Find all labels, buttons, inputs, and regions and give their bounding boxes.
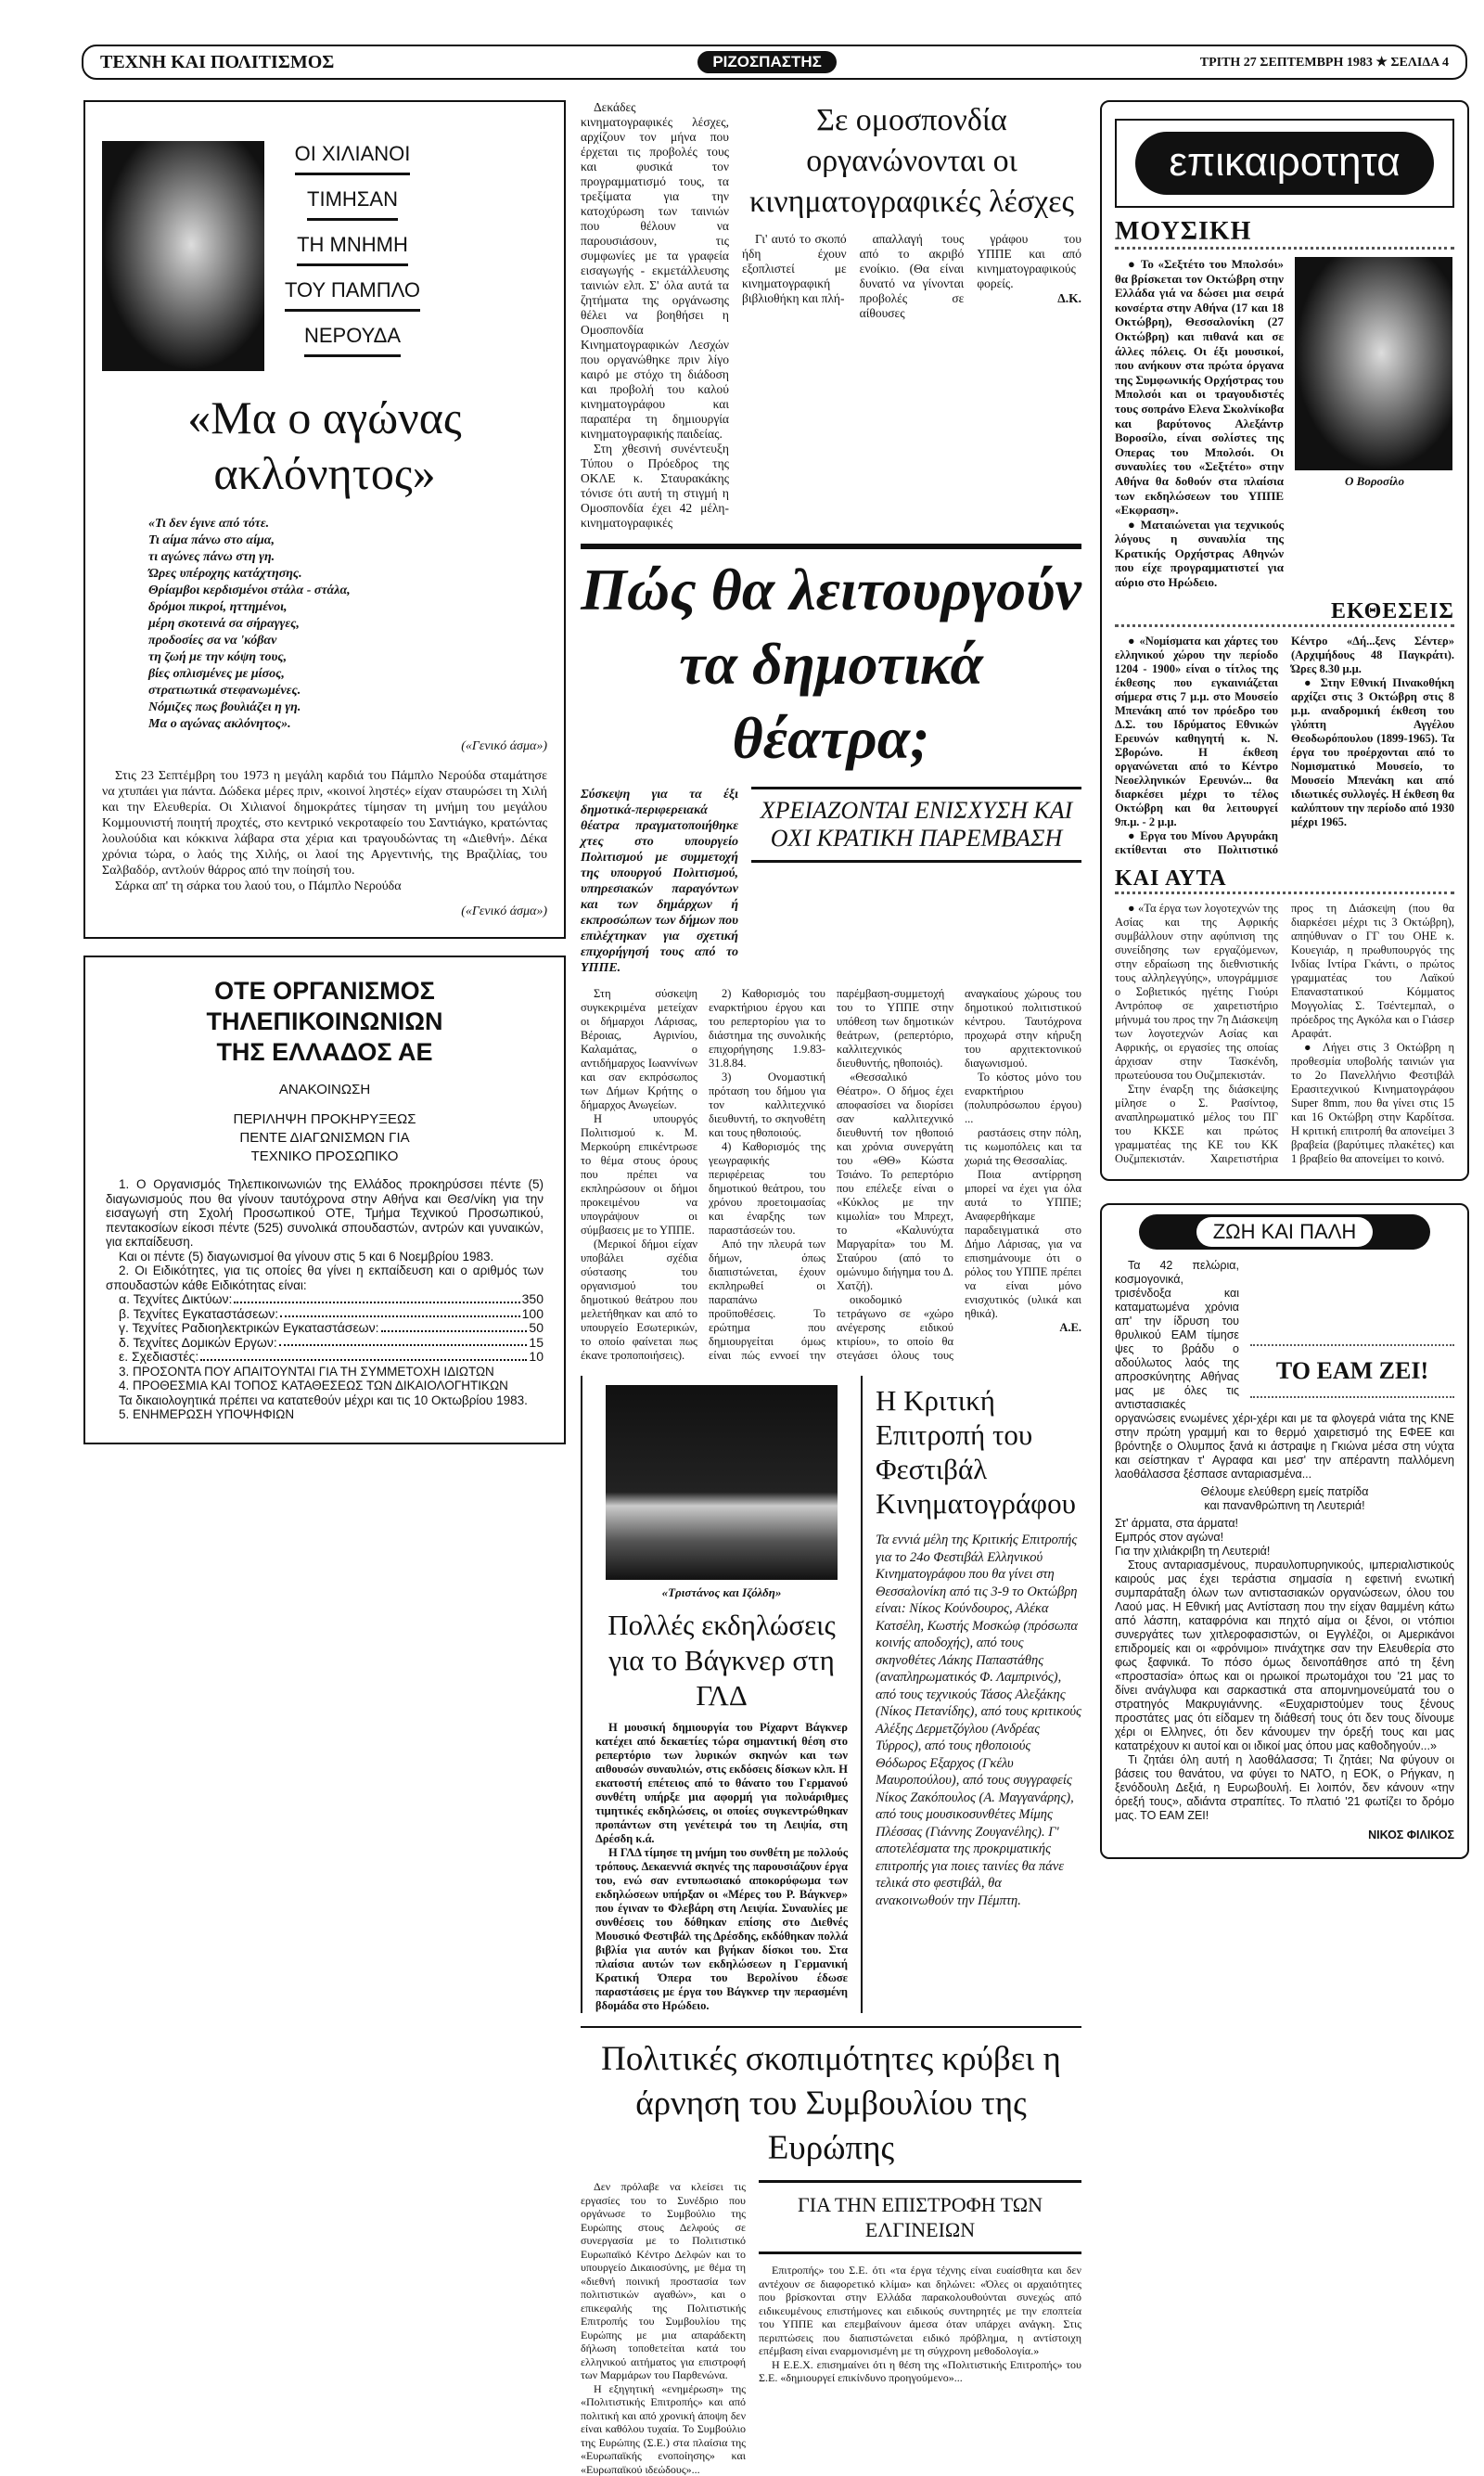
vorosilo-photo <box>1295 257 1452 470</box>
europe-title: Πολιτικές σκοπιμότητες κρύβει η άρνηση του Συμβουλίου της Ευρώπης <box>601 2040 1061 2167</box>
divider <box>581 544 1081 549</box>
cineclubs-col1: Δεκάδες κινηματογραφικές λέσχες, αρχίζουν τον μήνα που έρχεται τις προβολές τους και φυσικά τον προγραμματισμό τους, τα τρεξίματα για την κατοχύρωση των ταινιών που θέλουν να παρουσιάσουν, τις συμφωνίες με τα γραφεία εισαγωγής - εκμετάλλευσης ταινιών ελπ. Σ' όλα αυτά τα ζητήματα της οργάνωσης θέλει να βοηθήσει η Ομοσπονδία Κινηματογραφικών Λεσχών που οργανώθηκε πριν λίγο καιρό με στόχο τη διάδοση και προβολή του καλού κινηματογράφου και παραπέρα τη δημιουργία κινηματογραφικής παιδείας. Στη χθεσινή συνέντευξη Τύπου ο Πρόεδρος της ΟΚΛΕ κ. Σταυρακάκης τόνισε ότι αυτή τη στιγμή η Ομοσπονδία έχει 42 μέλη-κινηματογραφικές <box>581 100 729 530</box>
photo-caption: «Τριστάνος και Ιζόλδη» <box>661 1585 782 1599</box>
exhibition-items: ● «Νομίσματα και χάρτες του ελληνικού χώρου την περίοδο 1204 - 1900» είναι ο τίτλος της έκθεσης που εγκαινιάζεται σήμερα στις 7 μ.μ. στο Μουσείο Μπενάκη από τον πρόεδρο του Δ.Σ. του Ιδρύματος Εθνικών Ερευνών καθηγητή κ. Ν. Σβορώνο. Η έκθεση οργανώνεται από το Κέντρο Νεοελληνικών Ερευνών... θα διαρκέσει μέχρι το τέλος Οκτώβρη και θα λειτουργεί 9π.μ. - 2 μ.μ. ● Εργα του Μίνου Αργυράκη εκτίθενται στο Πολιτιστικό Κέντρο «Δή...ξενς Σέντερ» (Αρχιμήδους 48 Παγκράτι). Ώρες 8.30 μ.μ. ● Στην Εθνική Πινακοθήκη αρχίζει στις 3 Οκτώβρη στις 8 μ.μ. αναδρομική έκθεση του γλύπτη Αγγέλου Θεοδωρόπουλου (1899-1965). Τα έργα του προέρχονται από το Νομισματικό Μουσείο, το Μουσείο Μπενάκη και από ιδιωτικές συλλογές. Η έκθεση θα καλύπτουν την περίοδο από 1930 μέχρι 1965. <box>1115 634 1454 856</box>
ote-subtitle: ΑΝΑΚΟΙΝΩΣΗ <box>278 1082 371 1097</box>
ote-subtitle2: ΠΕΡΙΛΗΨΗ ΠΡΟΚΗΡΥΞΕΩΣ ΠΕΝΤΕ ΔΙΑΓΩΝΙΣΜΩΝ ΓΙΑ ΤΕΧΝΙΚΟ ΠΡΟΣΩΠΙΚΟ <box>233 1111 416 1164</box>
theatres-body: Στη σύσκεψη συγκεκριμένα μετείχαν οι δήμαρχοι Λάρισας, Βέροιας, Αγρινίου, Καλαμάτας, ο αντιδήμαρχος Ιωαννίνων και σαν εκπρόσωπος των Δήμων Κρήτης ο δήμαρχος Ανωγείων. Η υπουργός Πολιτισμού κ. Μ. Μερκούρη επικέντρωσε το θέμα στους όρους που πρέπει να εκπληρώσουν οι δήμοι προκειμένου να υπογράψουν οι σύμβασεις με το ΥΠΠΕ. (Μερικοί δήμοι είχαν υποβάλει σχέδια σύστασης του οργανισμού του δημοτικού θεάτρου που μελετήθηκαν και από το υπουργείο Εσωτερικών, το οποίο φαίνεται πως έκανε τροποποιήσεις). 2) Καθορισμός του εναρκτήριου έργου και του ρεπερτορίου για το διάστημα της συνολικής επιχορήγησης 1.9.83-31.8.84. 3) Ονομαστική πρόταση του δήμου για τον καλλιτεχνικό διευθυντή, το σκηνοθέτη και τους ηθοποιούς. 4) Καθορισμός της γεωγραφικής περιφέρειας του δημοτικού θεάτρου, του χρόνου προετοιμασίας και έναρξης των παραστάσεών του. Από την πλευρά των δήμων, όπως διαπιστώνεται, έχουν εκπληρωθεί οι παραπάνω προϋποθέσεις. Το ερώτημα που δημιουργείται όμως είναι πώς εννοεί την παρέμβαση-συμμετοχή του το ΥΠΠΕ στην υπόθεση των δημοτικών θεάτρων, (ρεπερτόριο, καλλιτεχνικός διευθυντής, ηθοποιός). «Θεσσαλικό Θέατρο». Ο δήμος έχει αποφασίσει να διορίσει σαν καλλιτεχνικό διευθυντή τον ηθοποιό και χρόνια συνεργάτη του «ΘΘ» Κώστα Τσιάνο. Το ρεπερτόριο που επέλεξε είναι ο «Κύκλος με την κιμωλία» του Μπρεχτ, το «Καλυνύχτα Μαργαρίτα» του Μ. Σταύρου (από το ομώνυμο διήγημα του Δ. Χατζή). οικοδομικό τετράγωνο σε «χώρο ανέγερσης ειδικού κτιρίου», το οποίο θα στεγάσει όλους τους αναγκαίους χώρους του δημοτικού πολιτιστικού κέντρου. Ταυτόχρονα προχωρά στην κήρυξη του αρχιτεκτονικού διαγωνισμού. Το κόστος μόνο του εναρκτήριου (πολυπρόσωπου έργου) ... ραστάσεις στην πόλη, τις κωμοπόλεις και τα χωριά της Θεσσαλίας. Ποια αντίρρηση μπορεί να έχει για όλα αυτά το ΥΠΠΕ; Αναφερθήκαμε παραδειγματικά στο Δήμο Λάρισας, για να επισημάνουμε ότι ο ρόλος του ΥΠΠΕ πρέπει να είναι μόνο ενισχυτικός (υλικά και ηθικά). Α.Ε. <box>581 987 1081 1362</box>
festival-title: Η Κριτική Επιτροπή του Φεστιβάλ Κινηματογράφου <box>876 1384 1076 1520</box>
neruda-kicker: ΟΙ ΧΙΛΙΑΝΟΙ ΤΙΜΗΣΑΝ ΤΗ ΜΝΗΜΗ ΤΟΥ ΠΑΜΠΛΟ ΝΕΡΟΥΔΑ <box>283 141 422 368</box>
middle-column <box>581 100 1081 2476</box>
theatres-lede: Σύσκεψη για τα έξι δημοτικά-περιφερειακά θέατρα πραγματοποιήθηκε χτες στο υπουργείο Πολιτισμού με συμμετοχή της υπουργού Πολιτισμού, υπηρεσιακών παραγόντων και των δημάρχων ή εκπροσώπων των δήμων που επιλέχτηκαν για σχετική επιχορήγησή τους από το ΥΠΠΕ. <box>581 788 738 975</box>
neruda-title: «Μα ο αγώνας ακλόνητος» <box>187 391 462 499</box>
eam-headline: ΤΟ ΕΑΜ ΖΕΙ! <box>1250 1344 1454 1398</box>
theatres-boxed-title: ΧΡΕΙΑΖΟΝΤΑΙ ΕΝΙΣΧΥΣΗ ΚΑΙ ΟΧΙ ΚΡΑΤΙΚΗ ΠΑΡΕΜΒΑΣΗ <box>751 787 1081 863</box>
poem-source: («Γενικό άσμα») <box>461 739 547 753</box>
wagner-article <box>582 1376 861 2013</box>
theatres-title: Πώς θα λειτουργούν τα δημοτικά θέατρα; <box>581 557 1081 771</box>
divider <box>581 2026 1081 2028</box>
page-header <box>82 45 1467 80</box>
also-heading: ΚΑΙ ΑΥΤΑ <box>1115 866 1454 894</box>
neruda-body: Στις 23 Σεπτέμβρη του 1973 η μεγάλη καρδιά του Πάμπλο Νερούδα σταμάτησε να χτυπάει για πάντα. Δώδεκα μέρες πριν, «κοινοί ληστές» είχαν σταυρώσει τη Χιλή και την Ελευθερία. Οι Χιλιανοί δημοκράτες τίμησαν τη μνήμη του μεγάλου Κομμουνιστή ποιητή προχτές, στο κεντρικό νεκροταφείο του Σαντιάγκο, κρατώντας λουλούδια και κόκκινα λάβαρα στα χέρια και τραγουδώντας τη «Διεθνή». Δέκα χρόνια τώρα, ο λαός της Χιλής, οι λαοί της Αργεντινής, της Βραζιλίας, του Σαλβαδόρ, αντλούν θάρρος από την ποίησή του. Σάρκα απ' τη σάρκα του λαού του, ο Πάμπλο Νερούδα <box>102 769 547 893</box>
current-affairs-box <box>1100 100 1469 1181</box>
newspaper-logo: ΡΙΖΟΣΠΑΣΤΗΣ <box>697 51 837 73</box>
neruda-photo <box>102 141 264 371</box>
tristan-photo <box>606 1385 838 1580</box>
ote-body: 1. Ο Οργανισμός Τηλεπικοινωνιών της Ελλάδος προκηρύσσει πέντε (5) διαγωνισμούς που θα γίνουν ταυτόχρονα στην Αθήνα και Θεσ/νίκη για την εισαγωγή στη Σχολή Προσωπικού ΟΤΕ, Τμήμα Τεχνικού Προσωπικού, πεντακοσίων είκοσι πέντε (525) συνολικά σπουδαστών, αντρών και γυναικών, για εκπαίδευση. Και οι πέντε (5) διαγωνισμοί θα γίνουν στις 5 και 6 Νοεμβρίου 1983. 2. Οι Ειδικότητες, για τις οποίες θα γίνει η εκπαίδευση και ο αριθμός των σπουδαστών κάθε Ειδικότητας είναι: α. Τεχνίτες Δικτύων: 350 β. Τεχνίτες Εγκαταστάσεων: 100 γ. Τεχνίτες Ραδιοηλεκτρικών Εγκαταστάσεων: 50 δ. Τεχνίτες Δομικών Εργων: 15 ε. Σχεδιαστές: 10 3. ΠΡΟΣΟΝΤΑ ΠΟΥ ΑΠΑΙΤΟΥΝΤΑΙ ΓΙΑ ΤΗ ΣΥΜΜΕΤΟΧΗ ΙΔΙΩΤΩΝ 4. ΠΡΟΘΕΣΜΙΑ ΚΑΙ ΤΟΠΟΣ ΚΑΤΑΘΕΣΕΩΣ ΤΩΝ ΔΙΚΑΙΟΛΟΓΗΤΙΚΩΝ Τα δικαιολογητικά πρέπει να κατατεθούν μέχρι και τις 10 Οκτωβρίου 1983. 5. ΕΝΗΜΕΡΩΣΗ ΥΠΟΨΗΦΙΩΝ <box>106 1177 544 1421</box>
life-and-struggle-box <box>1100 1203 1469 1859</box>
ote-title: ΟΤΕ ΟΡΓΑΝΙΣΜΟΣ ΤΗΛΕΠΙΚΟΙΝΩΝΙΩΝ ΤΗΣ ΕΛΛΑΔΟΣ ΑΕ <box>206 977 443 1066</box>
music-heading: ΜΟΥΣΙΚΗ <box>1115 217 1454 250</box>
festival-article <box>861 1376 1081 2013</box>
ote-announcement <box>83 956 566 1444</box>
cineclubs-article <box>581 100 1081 531</box>
cineclubs-body: Γι' αυτό το σκοπό ήδη έχουν εξοπλιστεί με κινηματογραφική βιβλιοθήκη και πλή- απαλλαγή τους από το ακριβό ενοίκιο. (Θα είναι δυνατό να γίνονται προβολές σε αίθουσες γράφου του ΥΠΠΕ και από κινηματογραφικούς φορείς. Δ.Κ. <box>742 232 1081 320</box>
page-body <box>83 100 1469 2476</box>
neruda-article <box>83 100 566 939</box>
life-struggle-banner: ΖΩΗ ΚΑΙ ΠΑΛΗ <box>1196 1217 1373 1247</box>
music-items: ● Το «Σεξτέτο του Μπολσόι» θα βρίσκεται τον Οκτώβρη στην Ελλάδα γιά να δώσει μια σειρά κονσέρτα στην Αθήνα (17 και 18 Οκτώβρη), Θεσσαλονίκη (27 Οκτώβρη) και πιθανά και σε άλλες πόλεις. Οι έξι μουσικοί, που ανήκουν στα πρώτα όργανα της Συμφωνικής Ορχήστρας του Μπολσόι και οι τραγουδιστές τους σοπράνο Ελενα Σκολνίκοβα και βαρύτονος Αλεξάντρ Βοροσίλο, είναι σολίστες της Οπερας του Μπολσόι. Οι συναυλίες του «Σεξτέτο» στην Αθήνα θα δοθούν στα πλαίσια των εκδηλώσεων του ΥΠΠΕ «Εκφραση». ● Ματαιώνεται για τεχνικούς λόγους η συναυλία της Κρατικής Ορχήστρας Αθηνών που είχε προγραμματιστεί για αύριο στο Ηρώδειο. <box>1115 257 1285 590</box>
current-affairs-banner: επικαιροτητα <box>1135 132 1434 195</box>
photo-caption: Ο Βοροσίλο <box>1345 474 1404 488</box>
europe-box-title: ΓΙΑ ΤΗΝ ΕΠΙΣΤΡΟΦΗ ΤΩΝ ΕΛΓΙΝΕΙΩΝ <box>759 2180 1081 2254</box>
neruda-poem: «Τι δεν έγινε από τότε. Τι αίμα πάνω στο αίμα, τι αγώνες πάνω στη γη. Ώρες υπέροχης κατάχτησης. Θρίαμβοι κερδισμένοι στάλα - στάλα, δρόμοι πικροί, ηττημένοι, μέρη σκοτεινά σα σήραγγες, προδοσίες σα να 'κόβαν τη ζωή με την κόψη τους, βίες οπλισμένες με μίσος, στρατιωτικά στεφανωμένες. Νόμιζες πως βουλιάζει η γη. Μα ο αγώνας ακλόνητος». («Γενικό άσμα») <box>148 517 547 753</box>
date-page: ΤΡΙΤΗ 27 ΣΕΠΤΕΜΒΡΗ 1983 ★ ΣΕΛΙΔΑ 4 <box>1199 55 1449 70</box>
wagner-title: Πολλές εκδηλώσεις για το Βάγκνερ στη ΓΛΔ <box>608 1609 836 1712</box>
section-title: ΤΕΧΝΗ ΚΑΙ ΠΟΛΙΤΙΣΜΟΣ <box>100 51 335 72</box>
poem2-source: («Γενικό άσμα») <box>461 904 547 918</box>
eam-body: ΤΟ ΕΑΜ ΖΕΙ! Τα 42 πελώρια, κοσμογονικά, τρισένδοξα και καταματωμένα χρόνια απ' την ίδρυση του θρυλικού ΕΑΜ τίμησε ψες το βράδυ ο αδούλωτος λαός της απροσκύνητης Αθήνας μας με όλες τις αντιστασιακές οργανώσεις ενωμένες χέρι-χέρι και με τα φλογερά νιάτα της ΚΝΕ στην πρώτη γραμμή και το θερμό χαιρετισμό της ΕΦΕΕ και βρόντηξε ο Ολυμπος ξανά κι άστραψε η Γκιώνα μέσα στη νύχτα και σείστηκαν τ' Αγραφα και μεσ' την απέραντη παλλόμενη λαοθάλασσα ξέσπασε ανταριασμένα... Θέλουμε ελεύθερη εμείς πατρίδα και πανανθρώπινη τη Λευτεριά! Στ' άρματα, στα άρματα! Εμπρός στον αγώνα! Για την χιλιάκριβη τη Λευτεριά! Στους ανταριασμένους, πυραυλοπυρηνικούς, ιμπεριαλιστικούς καιρούς μας έχει τεράστια σημασία η εφετινή ενωτική συμπαράταξη όλων των αντιστασιακών οργανώσεων, όλου του Λαού μας. Η Εθνική μας Αντίσταση που την είχαν θαμμένη κάτω από λάσπη, καταφρόνια και πηχτό αίμα οι ξένοι, οι ντόπιοι συνεργάτες των χιτλεροφασιστών, οι Εγγλέζοι, οι Αμερικάνοι επιδρομείς και οι «φρόνιμοι» πινάχτηκε σαν την Ελευθερία στο φως ξαφνικά. Το πόσο όμως δεινοπάθησε από τη ξένη «προστασία» όπως και οι ηρωικοί πρωτομάχοι του '21 μας το δίνει ανάγλυφα και σαρκαστικά στα απομνημονεύματά του ο στρατηγός Μακρυγιάννης. «Ευχαριστούμεν τους ξένους προστάτες μας ότι είδαμεν τη διάθεσή τους ότι δεν τους δίνουμε χέρι οι Ελληνες, ότι δεν κάνουμεν την όρεξή τους και μας κατατρέχουν κι αυτοί και οι ιδικοί μας όπου μας καθοδηγούν...» Τι ζητάει όλη αυτή η λαοθάλασσα; Τι ζητάει; Να φύγουν οι βάσεις του θανάτου, να φύγει το ΝΑΤΟ, η ΕΟΚ, ο Ρήγκαν, η ξενόδουλη Δεξιά, η Ευρωβουλή. Ει λοιπόν, δεν κάνουν «την όρεξή τους», αδιάντα στραπίτες. Το πλατιό '21 φωτίζει το δρόμο μας. ΤΟ ΕΑΜ ΖΕΙ! ΝΙΚΟΣ ΦΙΛΙΚΟΣ <box>1115 1258 1454 1841</box>
also-items: ● «Τα έργα των λογοτεχνών της Ασίας και της Αφρικής συμβάλλουν στην αφύπνιση της συνείδησης των εργαζόμενων, στην εδραίωση της διεθνιστικής τους αλληλεγγύης», υπογράμμισε ο Σοβιετικός ηγέτης Γιούρι Αντρόποφ σε χαιρετιστήριο μήνυμά του προς την 7η Διάσκεψη των λογοτεχνών Ασίας και Αφρικής, οι εργασίες της οποίας άρχισαν στην Τασκένδη, πρωτεύουσα του Ουζμπεκιστάν. Στην έναρξη της διάσκεψης μίλησε ο Σ. Ρασίντοφ, αναπληρωματικό μέλος του ΠΓ του ΚΚΣΕ και πρώτος γραμματέας της ΚΕ του ΚΚ Ουζμπεκιστάν. Χαιρετιστήρια προς τη Διάσκεψη (που θα διαρκέσει μέχρι τις 3 Οκτώβρη), απηύθυναν ο ΓΓ του ΟΗΕ κ. Κουεγιάρ, η πρωθυπουργός της Ινδίας Ιντίρα Γκάντι, ο πρώτος γραμματέας του Λαϊκού Επαναστατικού Κόμματος Μογγολίας Σ. Τσέντεμπαλ, ο πρόεδρος της Αγκόλα και ο Γιάσερ Αραφάτ. ● Λήγει στις 3 Οκτώβρη η προθεσμία υποβολής ταινιών για το 2ο Πανελλήνιο Φεστιβάλ Ερασιτεχνικού Κινηματογράφου Super 8mm, που θα γίνει στις 15 και 16 Οκτώβρη στην Καρδίτσα. Η κριτική επιτροπή θα απονείμει 3 βραβεία (βαρύτιμες πλακέτες) και 1 βραβείο θα απονείμει το κοινό. <box>1115 901 1454 1165</box>
wagner-body: Η μουσική δημιουργία του Ρίχαρντ Βάγκνερ κατέχει από δεκαετίες τώρα σημαντική θέση στο ρεπερτόριο των λυρικών σκηνών και των αιθουσών συναυλιών, στις εκδόσεις δίσκων κλπ. Η εκατοστή επέτειος από το θάνατο του Γερμανού συνθέτη υπήρξε μια αφορμή για πολυάριθμες τιμητικές εκδηλώσεις, οι οποίες συγκεντρώθηκαν προπάντων στη γενέτειρά του τη Λειψία, στη Δρέσδη κ.ά. Η ΓΛΔ τίμησε τη μνήμη του συνθέτη με πολλούς τρόπους. Δεκαεννιά σκηνές της παρουσιάζουν έργα του, ενώ σαν εντυπωσιακό αποκορύφωμα των εκδηλώσεων υπήρξαν οι «Μέρες του Ρ. Βάγκνερ» που έγιναν το Φλεβάρη στη Λειψία. Συναυλίες με συνθέσεις του δόθηκαν επίσης στο Διεθνές Μουσικό Φεστιβάλ της Δρέσδης, εκδόθηκαν πολλά βιβλία για αυτόν και βγήκαν δίσκοι του. Στα πλαίσια αυτών των εκδηλώσεων η Γερμανική Κρατική Όπερα του Βερολίνου έδωσε παραστάσεις με έργα του Βάγκνερ την περασμένη βδομάδα στο Ηρώδειο. <box>595 1721 848 2012</box>
europe-body: Δεν πρόλαβε να κλείσει τις εργασίες του το Συνέδριο που οργάνωσε το Συμβούλιο της Ευρώπης στους Δελφούς σε συνεργασία με το Πολιτιστικό Ευρωπαϊκό Κέντρο Δελφών και το υπουργείο Δικαιοσύνης, με θέμα τη «διεθνή ποινική προστασία των πολιτιστικών αγαθών», και ο επικεφαλής της Πολιτιστικής Επιτροπής του Συμβουλίου της Ευρώπης με μια απαράδεκτη δήλωση τοποθετείται κατά του ελληνικού αιτήματος για επιστροφή των Μαρμάρων του Παρθενώνα. Η εξηγητική «ενημέρωση» της «Πολιτιστικής Επιτροπής» και από πολιτική και από χρονική άποψη δεν είναι καθόλου τυχαία. Το Συμβούλιο της Ευρώπης (Σ.Ε.) στα πλαίσια της «Ευρωπαϊκής ενοποίησης» και «Ευρωπαϊκού ιδεώδους»... <box>581 2180 746 2476</box>
festival-body: Τα εννιά μέλη της Κριτικής Επιτροπής για το 24ο Φεστιβάλ Ελληνικού Κινηματογράφου που θα γίνει στη Θεσσαλονίκη από τις 3-9 το Οκτώβρη είναι: Νίκος Κούνδουρος, Αλέκα Κατσέλη, Κωστής Μοσκώφ (πρόσωπα κοινής αποδοχής), από τους σκηνοθέτες Λάκης Παπαστάθης (αναπληρωματικός Φ. Λαμπρινός), από τους τεχνικούς Τάσος Αλεξάκης (Νίκος Πετανίδης), από τους κριτικούς Αλέξης Δερμετζόγλου (Ανδρέας Τύρρος), από τους ηθοποιούς Θόδωρος Εξαρχος (Γκέλυ Μαυροπούλου), από τους συγγραφείς Νίκος Ζακόπουλος (Α. Μαγγανάρης), από τους μουσικοσυνθέτες Μίμης Πλέσσας (Γιάννης Ζουγανέλης). Γ' αποτελέσματα της προκριματικής επιτροπής για ποιες ταινίες θα πάνε τελικά στο φεστιβάλ, θα ανακοινωθούν την Πέμπτη. <box>876 1533 1081 1908</box>
author-signature: ΝΙΚΟΣ ΦΙΛΙΚΟΣ <box>1368 1828 1454 1841</box>
exhibitions-heading: ΕΚΘΕΣΕΙΣ <box>1115 599 1454 627</box>
europe-box-body: Επιτροπής» του Σ.Ε. ότι «τα έργα τέχνης είναι ευαίσθητα και δεν αντέχουν σε διαφορετικό κλίμα» και δηλώνει: «Όλες οι αρχαιότητες που βρίσκονται στην Ελλάδα παρακολουθούνται συνεχώς από ειδικευμένους επιστήμονες και ειδικούς συντηρητές με την εποπτεία του ΥΠΠΕ και επεμβαίνουν άμεσα όταν υπάρχει ανάγκη. Στις περιπτώσεις που διαπιστώνεται ειδικό πρόβλημα, η αντίστοιχη επέμβαση είναι εναρμονισμένη με τη σύγχρονη μεθοδολογία.» Η Ε.Ε.Χ. επισημαίνει ότι η θέση της «Πολιτιστικής Επιτροπής» του Σ.Ε. «δημιουργεί επικίνδυνο προηγούμενο»... <box>759 2264 1081 2384</box>
left-column <box>83 100 566 1444</box>
cineclubs-title: Σε ομοσπονδία οργανώνονται οι κινηματογραφικές λέσχες <box>748 103 1074 219</box>
right-column <box>1100 100 1469 1859</box>
